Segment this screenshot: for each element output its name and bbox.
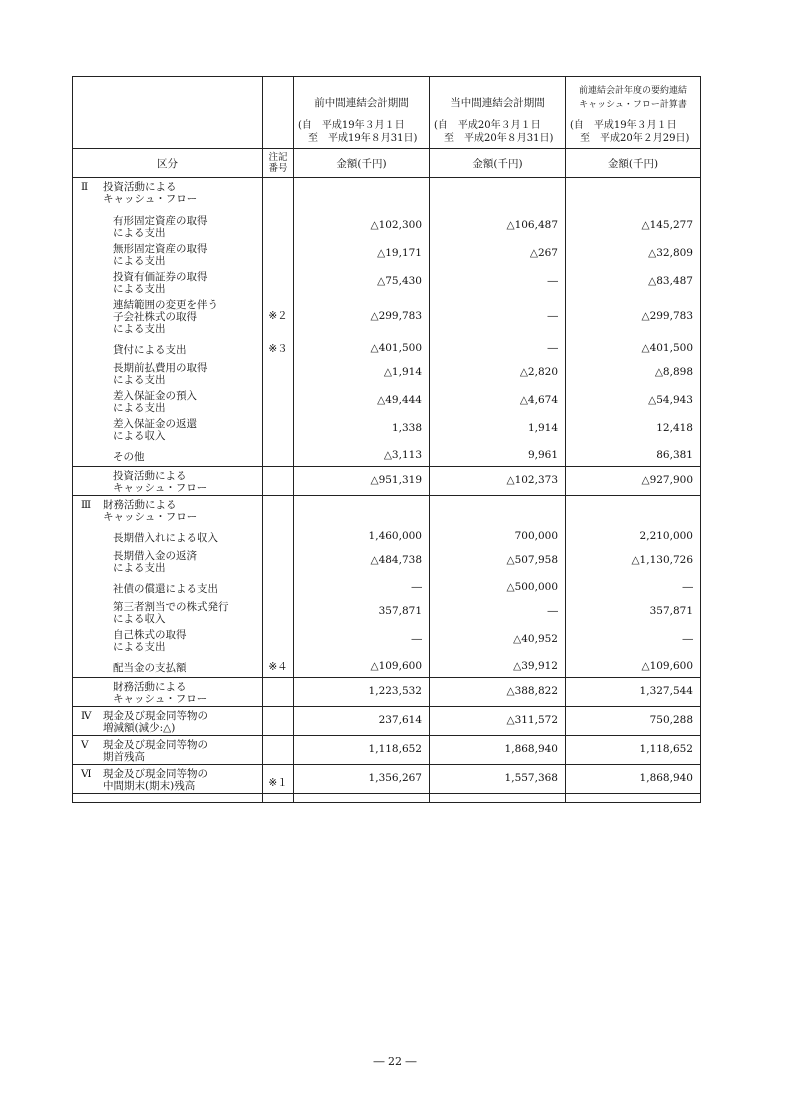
period-to: 至 平成20年２月29日) (580, 133, 690, 144)
row-label-text: 長期前払費用の取得 による支出 (113, 362, 208, 386)
row-label-text: 貸付による支出 (113, 344, 187, 356)
amount-cell: ― (430, 268, 566, 296)
table-row (73, 443, 701, 467)
note-number (263, 736, 294, 765)
note-number (263, 707, 294, 736)
amount-cell: △19,171 (294, 240, 430, 268)
row-label (73, 736, 263, 765)
amount-cell: 12,418 (566, 415, 701, 443)
table-row (73, 415, 701, 443)
row-label-text: 財務活動による キャッシュ・フロー (103, 499, 198, 523)
amount-cell: ― (566, 626, 701, 654)
row-label-text: 長期借入金の返済 による支出 (113, 550, 197, 574)
row-label (73, 626, 263, 654)
amount-cell: 700,000 (430, 524, 566, 547)
amount-cell: △311,572 (430, 707, 566, 736)
row-label (73, 496, 263, 525)
row-label-text: 投資活動による キャッシュ・フロー (103, 181, 198, 205)
table-row (73, 359, 701, 387)
row-label-text: 投資有価証券の取得 による支出 (113, 271, 208, 295)
table-row (73, 268, 701, 296)
amount-cell: △507,958 (430, 547, 566, 575)
amount-cell: ― (294, 626, 430, 654)
row-label (73, 654, 263, 678)
note-number (263, 575, 294, 598)
amount-cell: 1,338 (294, 415, 430, 443)
header-blank (73, 77, 263, 149)
row-label (73, 467, 263, 496)
table-row (73, 496, 701, 525)
row-label (73, 268, 263, 296)
row-label-text: 差入保証金の預入 による支出 (113, 390, 197, 414)
period-title: 前中間連結会計期間 (314, 97, 409, 109)
row-label (73, 443, 263, 467)
row-label (73, 524, 263, 547)
row-label-text: 長期借入れによる収入 (113, 532, 218, 544)
table-row (73, 212, 701, 240)
amount-cell: ― (430, 336, 566, 359)
period-title: 当中間連結会計期間 (450, 97, 545, 109)
table-row (73, 387, 701, 415)
row-label (73, 575, 263, 598)
amount-cell: 1,118,652 (294, 736, 430, 765)
amount-cell: △109,600 (566, 654, 701, 678)
row-label-text: 連結範囲の変更を伴う 子会社株式の取得 による支出 (113, 299, 218, 335)
note-number (263, 240, 294, 268)
note-number: ※４ (263, 654, 294, 678)
note-number: ※３ (263, 336, 294, 359)
note-number (263, 212, 294, 240)
amount-cell: 86,381 (566, 443, 701, 467)
amount-cell: △927,900 (566, 467, 701, 496)
row-label (73, 598, 263, 626)
amount-cell: △8,898 (566, 359, 701, 387)
section-number: Ⅴ (81, 739, 89, 751)
row-label-text: 差入保証金の返還 による収入 (113, 418, 197, 442)
note-number (263, 547, 294, 575)
amount-cell: 1,914 (430, 415, 566, 443)
table-row (73, 524, 701, 547)
note-number (263, 524, 294, 547)
header-period-row (73, 77, 701, 149)
row-label (73, 387, 263, 415)
section-number: Ⅲ (81, 499, 92, 511)
row-label-text: 無形固定資産の取得 による支出 (113, 243, 208, 267)
period-title: 前連結会計年度の要約連結 (578, 86, 687, 96)
row-label-text: 現金及び現金同等物の 期首残高 (103, 739, 208, 763)
amount-cell: △951,319 (294, 467, 430, 496)
note-number (263, 678, 294, 707)
table-row (73, 626, 701, 654)
amount-cell: 1,223,532 (294, 678, 430, 707)
row-label (73, 240, 263, 268)
amount-cell: △40,952 (430, 626, 566, 654)
note-number-header: 注記 番号 (263, 149, 294, 178)
row-label (73, 707, 263, 736)
amount-cell: △484,738 (294, 547, 430, 575)
note-number (263, 387, 294, 415)
amount-cell: 357,871 (566, 598, 701, 626)
amount-cell (294, 178, 430, 213)
row-label-text: 有形固定資産の取得 による支出 (113, 215, 208, 239)
amount-cell: 1,460,000 (294, 524, 430, 547)
page-number: ― 22 ― (373, 1055, 417, 1068)
note-number (263, 415, 294, 443)
amount-cell: △267 (430, 240, 566, 268)
amount-cell: ― (430, 296, 566, 336)
empty-cell (263, 794, 294, 803)
amount-cell: △109,600 (294, 654, 430, 678)
table-row (73, 765, 701, 794)
amount-cell: △401,500 (566, 336, 701, 359)
amount-cell: △39,912 (430, 654, 566, 678)
row-label (73, 678, 263, 707)
table-row (73, 296, 701, 336)
period-subtitle: キャッシュ・フロー計算書 (579, 100, 687, 110)
table-row (73, 547, 701, 575)
amount-cell: △106,487 (430, 212, 566, 240)
amount-cell (430, 496, 566, 525)
row-label (73, 547, 263, 575)
header-blank-note (263, 77, 294, 149)
section-number: Ⅵ (81, 768, 92, 780)
note-number: ※１ (263, 765, 294, 794)
amount-cell: 1,868,940 (566, 765, 701, 794)
row-label-text: 配当金の支払額 (113, 662, 187, 674)
amount-cell: △4,674 (430, 387, 566, 415)
amount-cell: △500,000 (430, 575, 566, 598)
table-row (73, 678, 701, 707)
amount-header: 金額(千円) (430, 149, 566, 178)
amount-cell: 237,614 (294, 707, 430, 736)
table-row (73, 707, 701, 736)
table-bottom-row (73, 794, 701, 803)
note-number (263, 268, 294, 296)
row-label-text: 現金及び現金同等物の 中間期末(期末)残高 (103, 768, 208, 792)
row-label-text: 自己株式の取得 による支出 (113, 629, 187, 653)
header-column-row (73, 149, 701, 178)
note-number (263, 443, 294, 467)
empty-cell (430, 794, 566, 803)
row-label-text: その他 (113, 451, 145, 463)
note-number (263, 467, 294, 496)
table-row (73, 598, 701, 626)
amount-cell: △1,914 (294, 359, 430, 387)
amount-cell: △83,487 (566, 268, 701, 296)
row-label-text: 現金及び現金同等物の 増減額(減少:△) (103, 710, 208, 734)
amount-cell: △299,783 (566, 296, 701, 336)
amount-cell: △1,130,726 (566, 547, 701, 575)
table-row (73, 575, 701, 598)
amount-cell: △145,277 (566, 212, 701, 240)
amount-cell: 750,288 (566, 707, 701, 736)
amount-cell: ― (430, 598, 566, 626)
amount-cell: ― (566, 575, 701, 598)
section-number: Ⅳ (81, 710, 92, 722)
row-label (73, 359, 263, 387)
row-label-text: 第三者割当での株式発行 による収入 (113, 601, 229, 625)
note-number (263, 178, 294, 213)
kubun-header: 区分 (73, 149, 263, 178)
amount-cell: △401,500 (294, 336, 430, 359)
section-number: Ⅱ (81, 181, 89, 193)
row-label-text: 社債の償還による支出 (113, 583, 218, 595)
table-row (73, 654, 701, 678)
amount-cell: 2,210,000 (566, 524, 701, 547)
period-prev-year (566, 77, 701, 149)
amount-cell: 1,868,940 (430, 736, 566, 765)
period-current-interim (430, 77, 566, 149)
amount-cell: △2,820 (430, 359, 566, 387)
note-number (263, 598, 294, 626)
note-number (263, 626, 294, 654)
amount-cell (294, 496, 430, 525)
empty-cell (294, 794, 430, 803)
amount-cell (430, 178, 566, 213)
note-number (263, 496, 294, 525)
note-number: ※２ (263, 296, 294, 336)
amount-header: 金額(千円) (566, 149, 701, 178)
amount-cell: △32,809 (566, 240, 701, 268)
amount-cell: △3,113 (294, 443, 430, 467)
amount-cell: 1,327,544 (566, 678, 701, 707)
amount-cell: 9,961 (430, 443, 566, 467)
row-label (73, 765, 263, 794)
amount-header: 金額(千円) (294, 149, 430, 178)
amount-cell: 1,356,267 (294, 765, 430, 794)
table-row (73, 467, 701, 496)
period-prev-interim (294, 77, 430, 149)
row-label (73, 336, 263, 359)
period-from: (自 平成19年３月１日 (570, 120, 677, 131)
amount-cell: 357,871 (294, 598, 430, 626)
amount-cell: △49,444 (294, 387, 430, 415)
amount-cell: △388,822 (430, 678, 566, 707)
amount-cell: △299,783 (294, 296, 430, 336)
row-label (73, 178, 263, 213)
row-label-text: 投資活動による キャッシュ・フロー (113, 470, 208, 494)
amount-cell: △102,300 (294, 212, 430, 240)
row-label (73, 415, 263, 443)
table-row (73, 240, 701, 268)
empty-cell (73, 794, 263, 803)
row-label (73, 296, 263, 336)
table-row (73, 336, 701, 359)
period-to: 至 平成19年８月31日) (308, 133, 418, 144)
period-to: 至 平成20年８月31日) (444, 133, 554, 144)
amount-cell (566, 178, 701, 213)
amount-cell: 1,557,368 (430, 765, 566, 794)
table-row (73, 736, 701, 765)
table-row (73, 178, 701, 213)
amount-cell: △75,430 (294, 268, 430, 296)
row-label (73, 212, 263, 240)
empty-cell (566, 794, 701, 803)
cash-flow-table (72, 76, 701, 803)
note-number (263, 359, 294, 387)
period-from: (自 平成19年３月１日 (298, 120, 405, 131)
amount-cell: △102,373 (430, 467, 566, 496)
amount-cell (566, 496, 701, 525)
row-label-text: 財務活動による キャッシュ・フロー (113, 681, 208, 705)
period-from: (自 平成20年３月１日 (434, 120, 541, 131)
amount-cell: ― (294, 575, 430, 598)
amount-cell: 1,118,652 (566, 736, 701, 765)
amount-cell: △54,943 (566, 387, 701, 415)
